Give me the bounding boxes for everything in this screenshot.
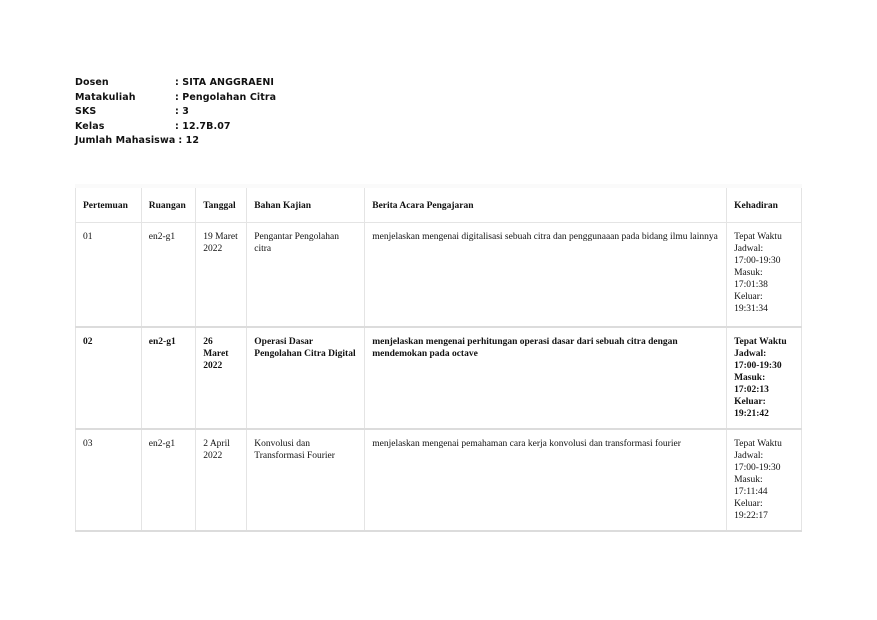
cell-pertemuan: 01: [76, 223, 142, 328]
masuk-value: 17:02:13: [734, 385, 769, 395]
cell-bahan-kajian: Konvolusi dan Transformasi Fourier: [247, 429, 365, 531]
cell-kehadiran: [727, 429, 802, 531]
table-row: [76, 327, 802, 429]
dosen-label: Dosen: [75, 77, 109, 88]
cell-berita-acara: menjelaskan mengenai perhitungan operasi dasar dari sebuah citra dengan mendemokan pada octave: [365, 327, 727, 429]
sks-label: SKS: [75, 106, 97, 118]
keluar-label: Keluar:: [734, 499, 763, 509]
jadwal-label: Jadwal:: [734, 451, 764, 461]
attendance-status: Tepat Waktu: [734, 439, 782, 449]
info-row-sks: [75, 105, 276, 120]
keluar-value: 19:22:17: [734, 511, 768, 521]
header-pertemuan: Pertemuan: [76, 188, 142, 223]
attendance-table: [75, 188, 802, 532]
cell-tanggal: 2 April 2022: [196, 429, 247, 531]
table-row: [76, 429, 802, 531]
jadwal-value: 17:00-19:30: [734, 463, 781, 473]
header-ruangan: Ruangan: [141, 188, 195, 223]
cell-ruangan: en2-g1: [141, 223, 195, 328]
masuk-label: Masuk:: [734, 268, 763, 278]
header-kehadiran: Kehadiran: [727, 188, 802, 223]
header-bahan-kajian: Bahan Kajian: [247, 188, 365, 223]
jumlah-value: : 12: [178, 135, 200, 147]
cell-berita-acara: menjelaskan mengenai pemahaman cara kerja konvolusi dan transformasi fourier: [365, 429, 727, 531]
jadwal-label: Jadwal:: [734, 244, 764, 254]
cell-ruangan: en2-g1: [141, 327, 195, 429]
table-header-row: [76, 188, 802, 223]
table-row: [76, 223, 802, 328]
header-berita-acara: Berita Acara Pengajaran: [365, 188, 727, 223]
masuk-label: Masuk:: [734, 475, 763, 485]
cell-ruangan: en2-g1: [141, 429, 195, 531]
table-header-band: [75, 184, 802, 188]
jumlah-label: Jumlah Mahasiswa: [75, 135, 176, 147]
attendance-status: Tepat Waktu: [734, 232, 782, 242]
dosen-value: : SITA ANGGRAENI: [175, 77, 275, 88]
cell-bahan-kajian: Operasi Dasar Pengolahan Citra Digital: [247, 327, 365, 429]
attendance-table-wrap: [75, 188, 802, 532]
kelas-label: Kelas: [75, 120, 105, 132]
info-row-matakuliah: [75, 91, 276, 106]
kelas-value: : 12.7B.07: [175, 120, 231, 132]
cell-kehadiran: [727, 223, 802, 328]
header-tanggal: Tanggal: [196, 188, 247, 223]
masuk-label: Masuk:: [734, 373, 766, 383]
keluar-label: Keluar:: [734, 397, 766, 407]
keluar-label: Keluar:: [734, 292, 763, 302]
cell-tanggal: 26 Maret 2022: [196, 327, 247, 429]
cell-pertemuan: 03: [76, 429, 142, 531]
course-info: [75, 76, 276, 149]
matakuliah-value: : Pengolahan Citra: [175, 91, 277, 103]
cell-pertemuan: 02: [76, 327, 142, 429]
cell-tanggal: 19 Maret 2022: [196, 223, 247, 328]
cell-kehadiran: [727, 327, 802, 429]
masuk-value: 17:11:44: [734, 487, 768, 497]
sks-value: : 3: [175, 106, 190, 118]
jadwal-value: 17:00-19:30: [734, 361, 782, 371]
jadwal-label: Jadwal:: [734, 349, 767, 359]
keluar-value: 19:31:34: [734, 304, 768, 314]
cell-berita-acara: menjelaskan mengenai digitalisasi sebuah citra dan penggunaaan pada bidang ilmu lainnya: [365, 223, 727, 328]
attendance-status: Tepat Waktu: [734, 337, 787, 347]
info-row-kelas: [75, 120, 276, 135]
jadwal-value: 17:00-19:30: [734, 256, 781, 266]
info-row-jumlah: [75, 134, 276, 149]
cell-bahan-kajian: Pengantar Pengolahan citra: [247, 223, 365, 328]
matakuliah-label: Matakuliah: [75, 91, 136, 103]
keluar-value: 19:21:42: [734, 409, 769, 419]
info-row-dosen: [75, 76, 276, 91]
masuk-value: 17:01:38: [734, 280, 768, 290]
